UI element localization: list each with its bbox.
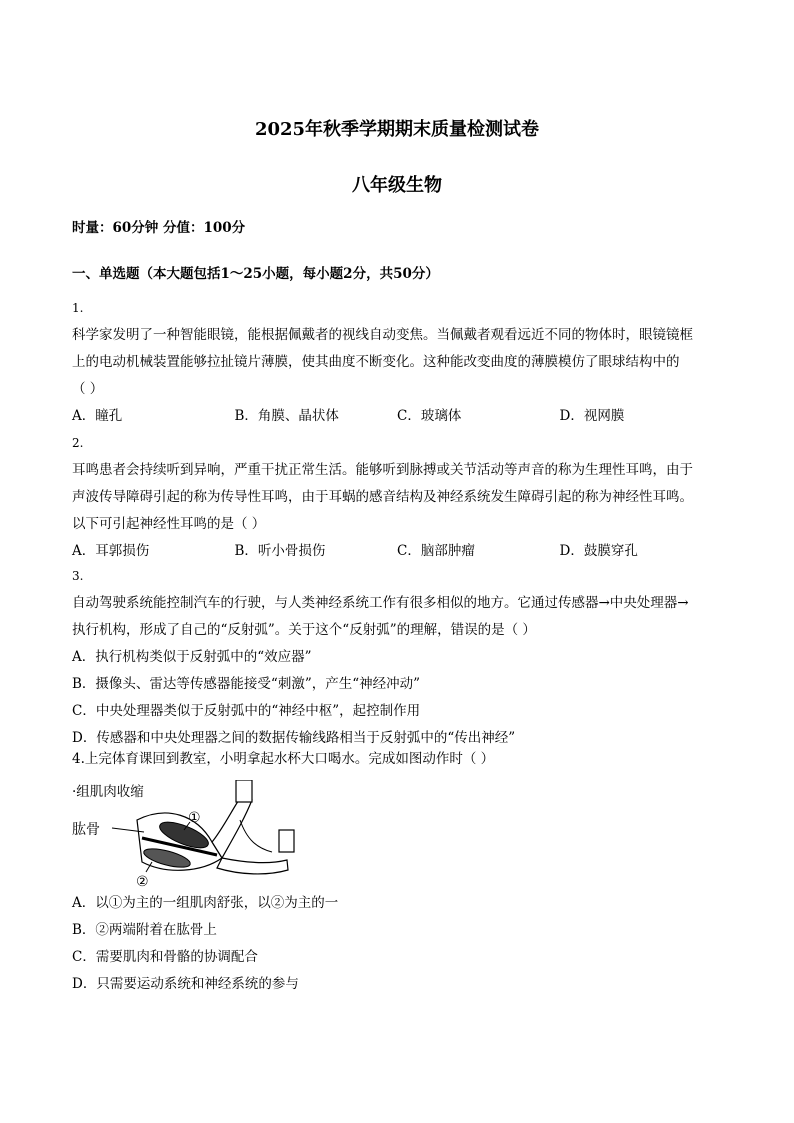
figure-caption: ·组肌肉收缩 — [72, 784, 144, 800]
label-muscle-2: ② — [136, 874, 149, 890]
option-c: C．玻璃体 — [397, 408, 462, 424]
raised-forearm — [212, 795, 252, 858]
label-humerus: 肱骨 — [72, 823, 100, 838]
option-d: D．传感器和中央处理器之间的数据传输线路相当于反射弧中的“传出神经” — [72, 730, 516, 746]
question-stem-line: （ ） — [72, 381, 104, 397]
question-stem-line: 以下可引起神经性耳鸣的是（ ） — [72, 516, 266, 532]
option-a: A．以①为主的一组肌肉舒张，以②为主的一 — [72, 895, 339, 911]
exam-title: 2025年秋季学期期末质量检测试卷 — [254, 119, 540, 140]
question-stem-text: 上完体育课回到教室，小明拿起水杯大口喝水。完成如图动作时（ ） — [84, 751, 495, 767]
option-c: C．中央处理器类似于反射弧中的“神经中枢”，起控制作用 — [72, 703, 421, 719]
option-d: D．视网膜 — [559, 408, 625, 424]
question-stem-line: 执行机构，形成了自己的“反射弧”。关于这个“反射弧”的理解，错误的是（ ） — [72, 622, 536, 638]
question-number: 3. — [72, 569, 84, 583]
lowered-forearm — [217, 858, 288, 874]
option-c: C．需要肌肉和骨骼的协调配合 — [72, 949, 258, 965]
question-2 — [72, 430, 722, 565]
exam-meta: 时量：60分钟 分值：100分 — [72, 220, 246, 236]
option-c: C．脑部肿瘤 — [397, 543, 475, 559]
question-stem-line: 上的电动机械装置能够拉扯镜片薄膜，使其曲度不断变化。这种能改变曲度的薄膜模仿了眼球结构中的 — [72, 354, 680, 370]
exam-subject: 八年级生物 — [352, 175, 442, 196]
option-b: B．角膜、晶状体 — [234, 408, 339, 424]
question-stem-line: 声波传导障碍引起的称为传导性耳鸣，由于耳蜗的感音结构及神经系统发生障碍引起的称为神经性耳鸣。 — [72, 489, 693, 505]
motion-arc — [240, 820, 272, 852]
question-3 — [72, 563, 722, 752]
section-title: 一、单选题（本大题包括1～25小题，每小题2分，共50分） — [72, 266, 439, 282]
question-stem-line: 科学家发明了一种智能眼镜，能根据佩戴者的视线自动变焦。当佩戴者观看远近不同的物体时，眼镜镜框 — [72, 327, 693, 343]
question-4 — [72, 746, 722, 773]
option-a: A．耳郭损伤 — [72, 543, 150, 559]
arm-diagram-svg — [72, 780, 332, 890]
option-a: A．执行机构类似于反射弧中的“效应器” — [72, 649, 312, 665]
question-number: 2. — [72, 436, 84, 450]
water-cup-upper — [236, 780, 252, 802]
question-4-options — [72, 890, 722, 998]
option-b: B．②两端附着在肱骨上 — [72, 922, 217, 938]
arm-muscle-figure — [72, 780, 332, 890]
question-stem-line — [72, 746, 722, 773]
options-row — [72, 538, 722, 565]
option-b: B．摄像头、雷达等传感器能接受“刺激”，产生“神经冲动” — [72, 676, 421, 692]
question-1 — [72, 295, 722, 430]
question-number: 4. — [72, 751, 85, 767]
water-cup-lower — [279, 830, 294, 852]
option-d: D．只需要运动系统和神经系统的参与 — [72, 976, 299, 992]
question-number: 1. — [72, 301, 84, 315]
question-stem-line: 耳鸣患者会持续听到异响，严重干扰正常生活。能够听到脉搏或关节活动等声音的称为生理性耳鸣，由于 — [72, 462, 693, 478]
label-muscle-1: ① — [188, 810, 201, 826]
option-a: A．瞳孔 — [72, 408, 123, 424]
option-d: D．鼓膜穿孔 — [559, 543, 638, 559]
option-b: B．听小骨损伤 — [234, 543, 326, 559]
question-stem-line: 自动驾驶系统能控制汽车的行驶，与人类神经系统工作有很多相似的地方。它通过传感器→中央处理器→ — [72, 595, 689, 611]
options-row — [72, 403, 722, 430]
